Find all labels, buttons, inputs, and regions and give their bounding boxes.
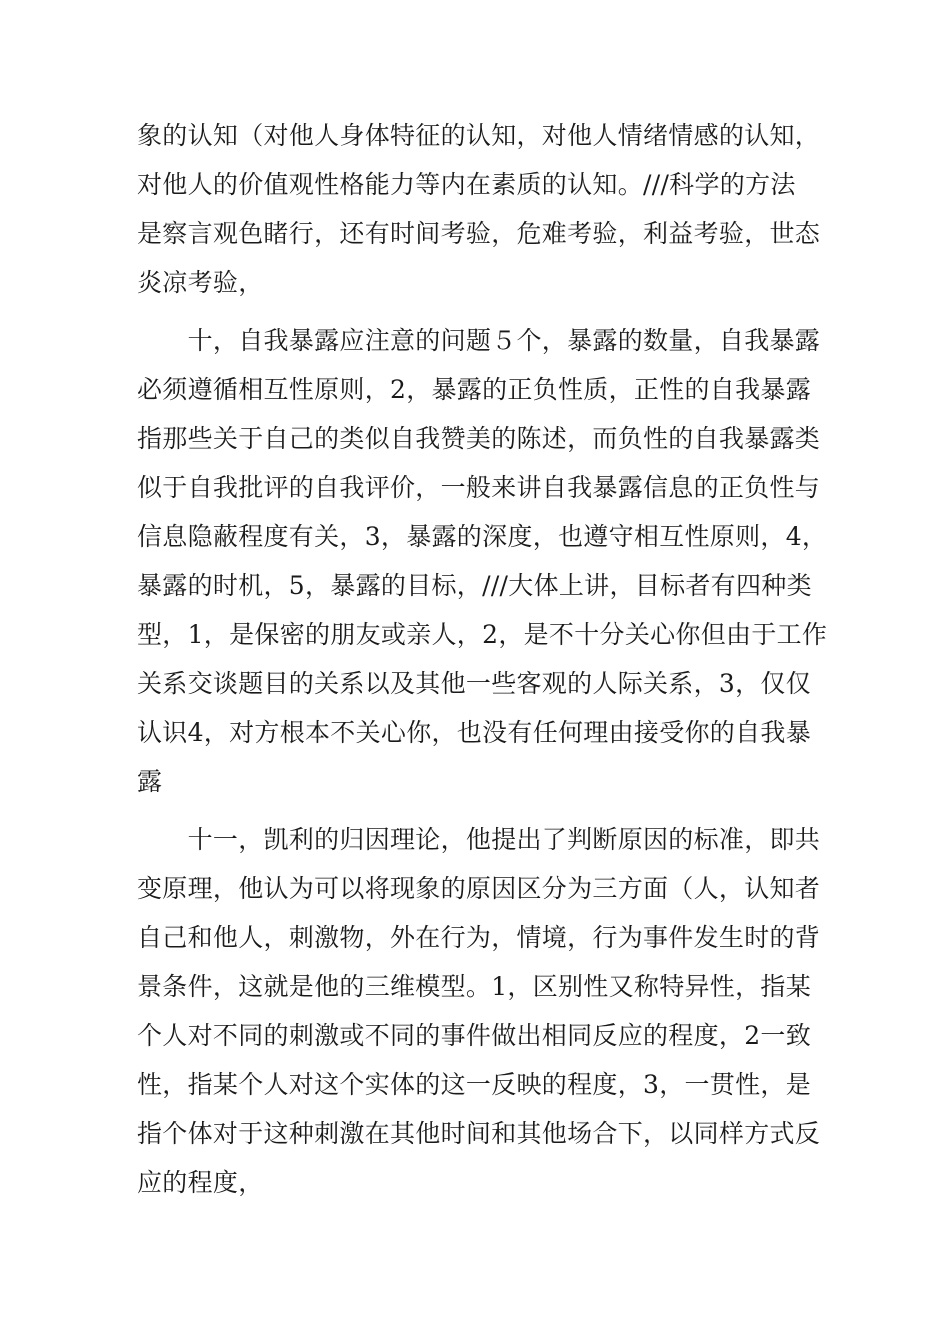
text-line: 必须遵循相互性原则，2，暴露的正负性质，正性的自我暴露: [137, 375, 812, 404]
text-line: 关系交谈题目的关系以及其他一些客观的人际关系，3，仅仅: [137, 669, 812, 698]
text-line: 似于自我批评的自我评价，一般来讲自我暴露信息的正负性与: [137, 473, 821, 502]
text-line: 十，自我暴露应注意的问题５个，暴露的数量，自我暴露: [137, 326, 821, 355]
text-line: 露: [137, 767, 163, 796]
text-line: 认识4，对方根本不关心你，也没有任何理由接受你的自我暴: [137, 718, 812, 747]
text-line: 是察言观色睹行，还有时间考验，危难考验，利益考验，世态: [137, 219, 821, 248]
paragraph-2: [137, 316, 837, 806]
text-line: 个人对不同的刺激或不同的事件做出相同反应的程度，2一致: [137, 1021, 812, 1050]
paragraph-1: [137, 111, 837, 307]
text-line: 指个体对于这种刺激在其他时间和其他场合下，以同样方式反: [137, 1119, 821, 1148]
text-line: 景条件，这就是他的三维模型。1，区别性又称特异性，指某: [137, 972, 812, 1001]
paragraph-3: [137, 815, 837, 1207]
document-body: [137, 111, 837, 1207]
text-line: 暴露的时机，5，暴露的目标，///大体上讲，目标者有四种类: [137, 571, 812, 600]
text-line: 指那些关于自己的类似自我赞美的陈述，而负性的自我暴露类: [137, 424, 821, 453]
text-line: 十一，凯利的归因理论，他提出了判断原因的标准，即共: [137, 825, 821, 854]
text-line: 型，1，是保密的朋友或亲人，2，是不十分关心你但由于工作: [137, 620, 828, 649]
paragraph-gap: [137, 307, 837, 316]
text-line: 象的认知（对他人身体特征的认知，对他人情绪情感的认知，: [137, 121, 821, 150]
text-line: 信息隐蔽程度有关，3，暴露的深度，也遵守相互性原则，4，: [137, 522, 828, 551]
text-line: 变原理，他认为可以将现象的原因区分为三方面（人，认知者: [137, 874, 821, 903]
text-line: 炎凉考验，: [137, 268, 264, 297]
text-line: 应的程度，: [137, 1168, 264, 1197]
paragraph-gap: [137, 806, 837, 815]
text-line: 对他人的价值观性格能力等内在素质的认知。///科学的方法: [137, 170, 796, 199]
text-line: 自己和他人，刺激物，外在行为，情境，行为事件发生时的背: [137, 923, 821, 952]
text-line: 性，指某个人对这个实体的这一反映的程度，3，一贯性，是: [137, 1070, 812, 1099]
